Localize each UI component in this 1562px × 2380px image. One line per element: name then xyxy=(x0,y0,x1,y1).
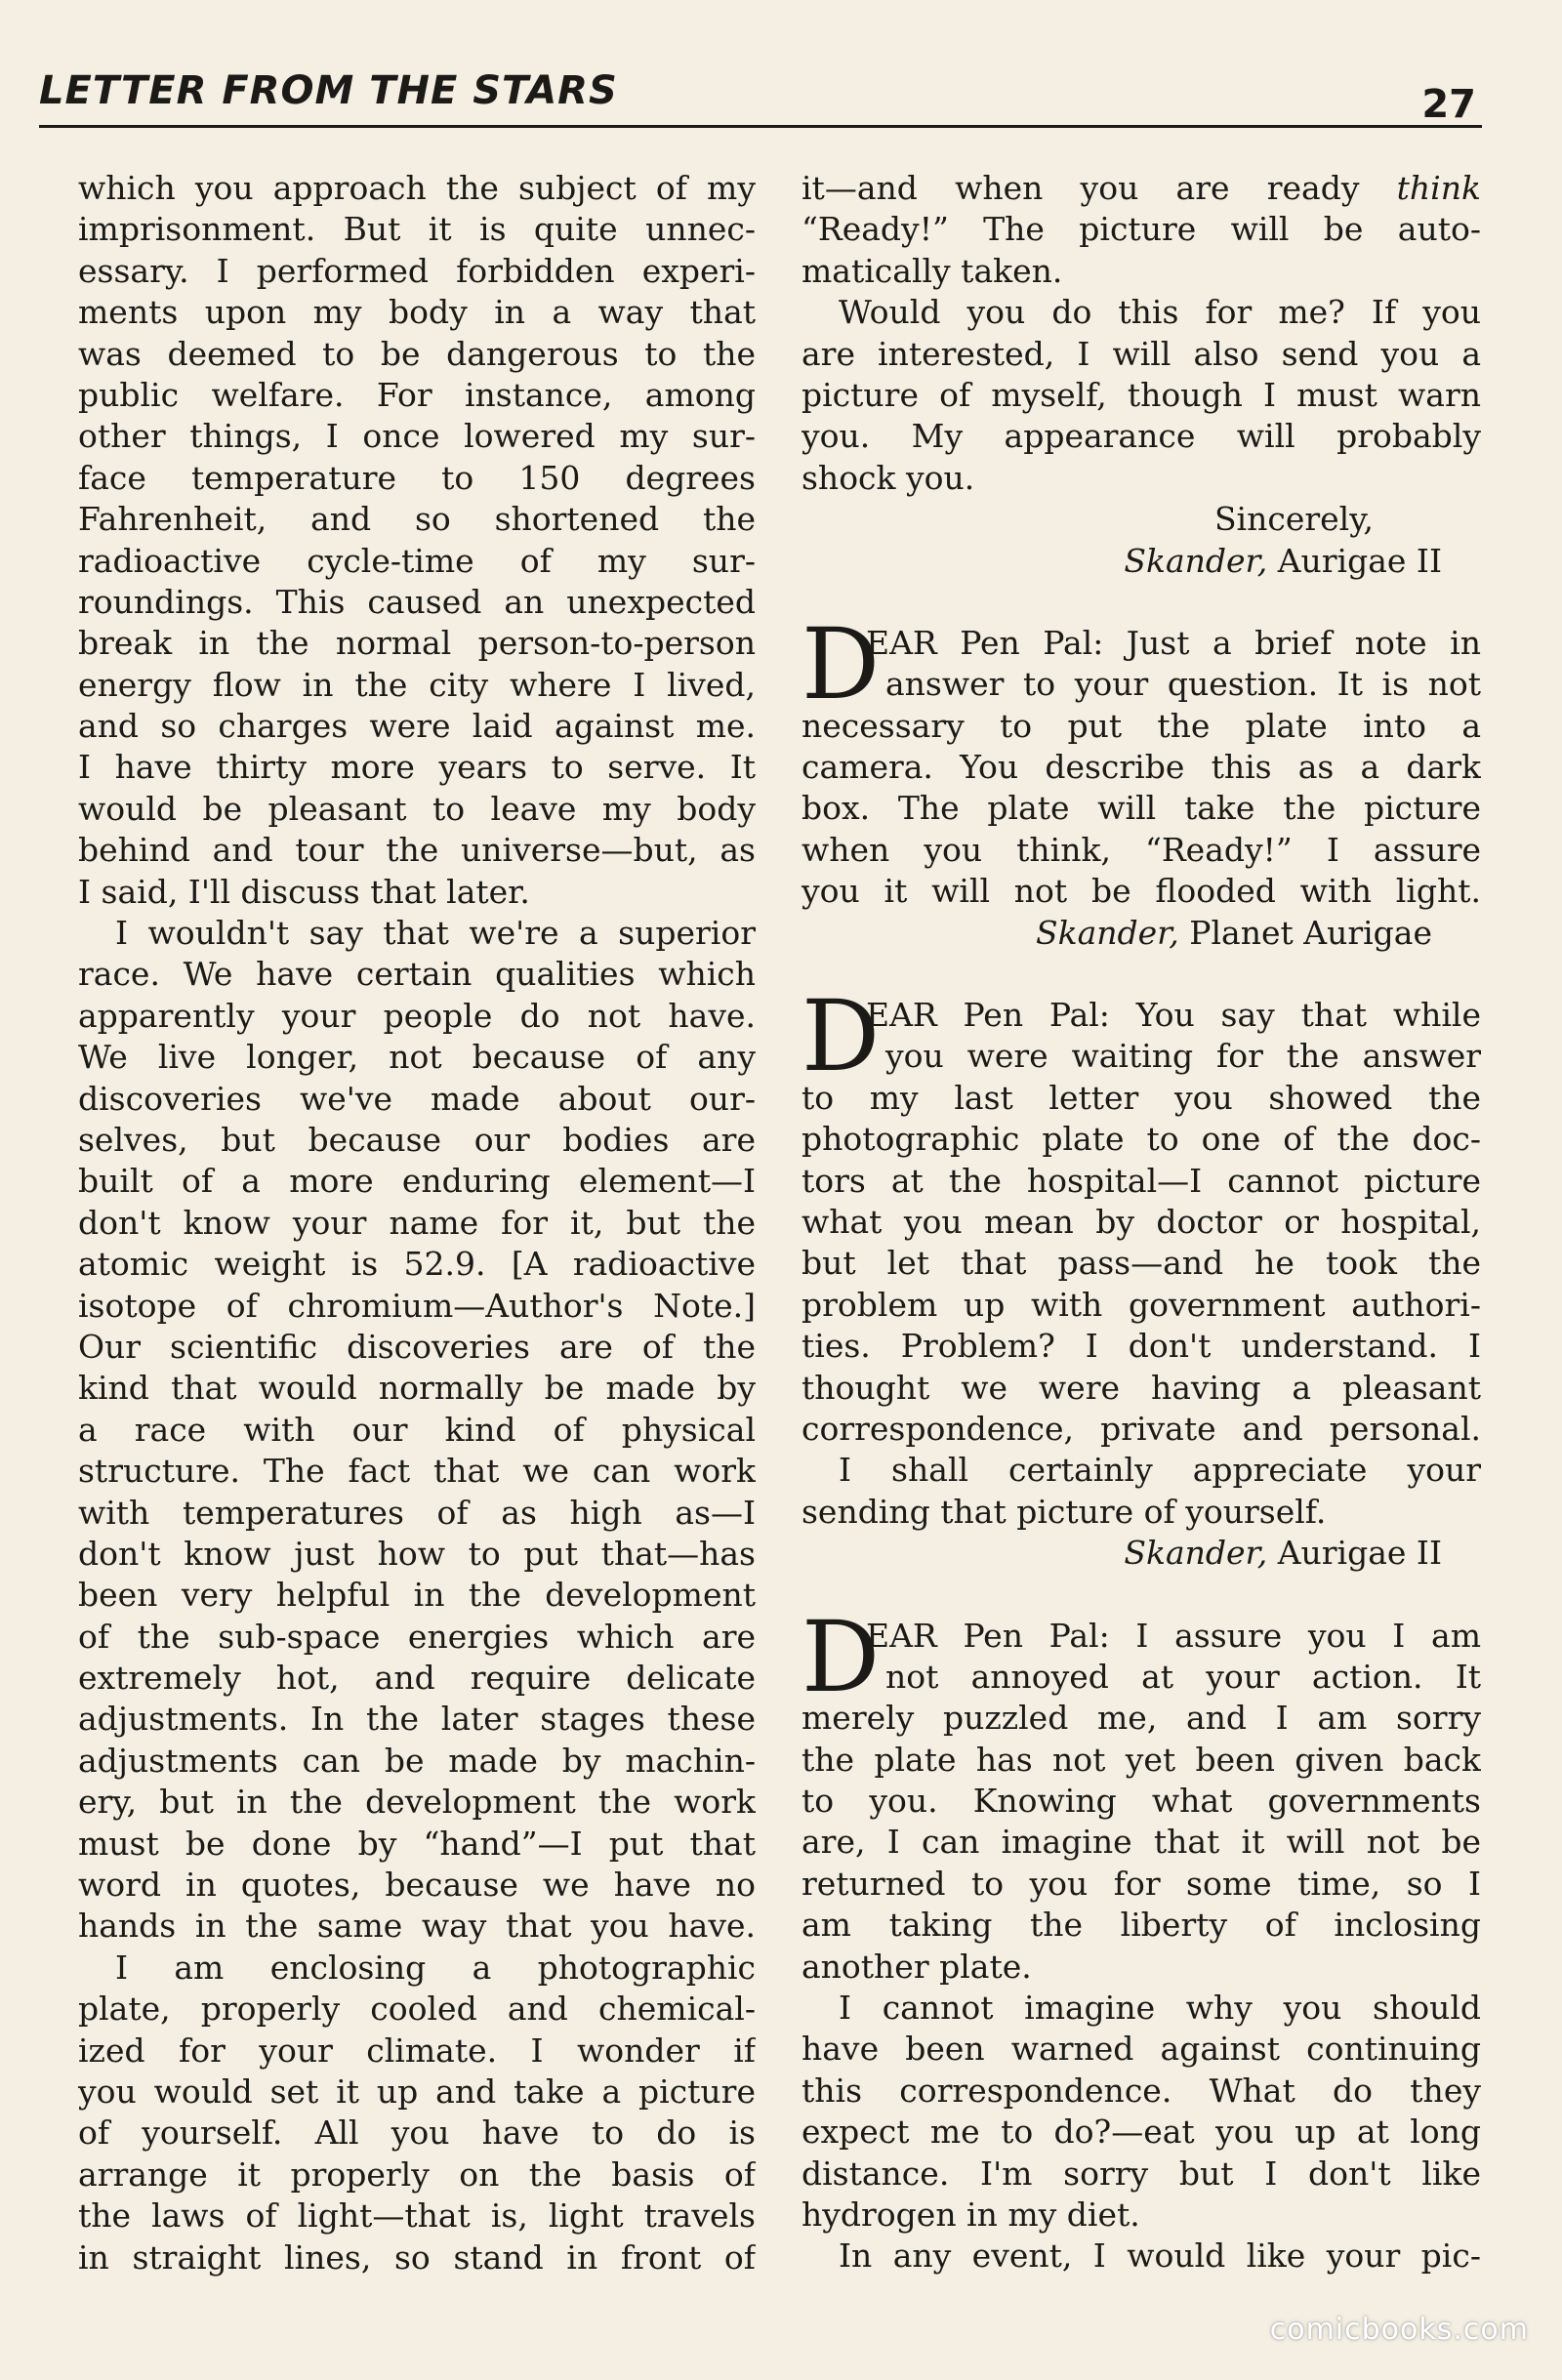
signature-name: Skander, xyxy=(1124,1534,1268,1573)
text-line: “Ready!” The picture will be auto- xyxy=(802,210,1481,249)
letter-spacer xyxy=(802,582,1481,623)
text-line: I said, I'll discuss that later. xyxy=(78,872,530,911)
text-line: returned to you for some time, so I xyxy=(802,1864,1481,1903)
text-line: ments upon my body in a way that xyxy=(78,293,756,332)
text-line: isotope of chromium—Author's Note.] xyxy=(78,1286,756,1325)
text-line: you would set it up and take a picture xyxy=(78,2072,756,2111)
text-line: in straight lines, so stand in front of xyxy=(78,2237,756,2277)
text-line: thought we were having a pleasant xyxy=(802,1368,1481,1407)
text-line: Would you do this for me? If you xyxy=(839,293,1481,332)
drop-cap: D xyxy=(802,606,881,721)
text-line: I am enclosing a photographic xyxy=(115,1948,756,1987)
text-line: are, I can imagine that it will not be xyxy=(802,1823,1481,1862)
text-line: EAR Pen Pal: Just a brief note in xyxy=(866,623,1481,662)
signature-place: Aurigae II xyxy=(1267,541,1442,580)
text-line: don't know just how to put that—has xyxy=(78,1534,756,1573)
letter-continuation xyxy=(802,168,1481,582)
text-line: structure. The fact that we can work xyxy=(78,1452,756,1491)
signature-place: Planet Aurigae xyxy=(1178,913,1432,952)
running-head xyxy=(39,68,1482,128)
text-line: other things, I once lowered my sur- xyxy=(78,417,756,456)
text-line: In any event, I would like your pic- xyxy=(839,2236,1481,2276)
text-line: kind that would normally be made by xyxy=(78,1369,756,1408)
emphasis-think: think xyxy=(1396,169,1481,207)
signature-name: Skander, xyxy=(1035,913,1179,952)
signature-name: Skander, xyxy=(1124,541,1268,580)
text-line: discoveries we've made about our- xyxy=(78,1079,756,1118)
text-line: but let that pass—and he took the xyxy=(802,1244,1481,1283)
text-line: imprisonment. But it is quite unnec- xyxy=(78,210,756,249)
text-line: and so charges were laid against me. xyxy=(78,707,756,746)
signature xyxy=(802,541,1481,582)
text-line: don't know your name for it, but the xyxy=(78,1203,756,1242)
text-line: Fahrenheit, and so shortened the xyxy=(78,500,756,539)
text-line: public welfare. For instance, among xyxy=(78,375,756,414)
text-line: you. My appearance will probably xyxy=(802,417,1481,456)
text-line: am taking the liberty of inclosing xyxy=(802,1906,1481,1945)
text-line: hands in the same way that you have. xyxy=(78,1907,756,1946)
signature xyxy=(802,1533,1481,1574)
text-line: roundings. This caused an unexpected xyxy=(78,582,756,621)
text-line: matically taken. xyxy=(802,251,1063,290)
text-line: photographic plate to one of the doc- xyxy=(802,1120,1481,1159)
letter-1 xyxy=(802,606,1481,954)
text-line: are interested, I will also send you a xyxy=(802,334,1481,373)
text-line: necessary to put the plate into a xyxy=(802,706,1481,745)
text-line: Our scientific discoveries are of the xyxy=(78,1327,756,1366)
text-line: radioactive cycle-time of my sur- xyxy=(78,541,756,580)
text-line: atomic weight is 52.9. [A radioactive xyxy=(78,1245,756,1284)
letter-closing: Sincerely, xyxy=(1213,500,1374,539)
text-line: it—and when you are ready think xyxy=(802,169,1481,207)
text-line: extremely hot, and require delicate xyxy=(78,1659,756,1698)
signature xyxy=(802,913,1481,954)
text-line: the laws of light—that is, light travels xyxy=(78,2196,756,2236)
text-line: expect me to do?—eat you up at long xyxy=(802,2113,1481,2152)
text-line: picture of myself, though I must warn xyxy=(802,375,1481,414)
text-line: selves, but because our bodies are xyxy=(78,1120,756,1159)
text-line: been very helpful in the development xyxy=(78,1576,756,1615)
text-line: to my last letter you showed the xyxy=(802,1078,1481,1117)
text-line: I shall certainly appreciate your xyxy=(839,1451,1481,1490)
running-title: LETTER FROM THE STARS xyxy=(39,68,618,113)
text-line: what you mean by doctor or hospital, xyxy=(802,1202,1481,1241)
text-line: with temperatures of as high as—I xyxy=(78,1493,756,1532)
text-line: a race with our kind of physical xyxy=(78,1410,756,1449)
text-line: correspondence, private and personal. xyxy=(802,1409,1481,1448)
text-line: built of a more enduring element—I xyxy=(78,1162,756,1201)
right-column xyxy=(802,168,1481,2277)
text-line: answer to your question. It is not xyxy=(885,665,1481,704)
text-line: We live longer, not because of any xyxy=(78,1038,756,1077)
text-line: which you approach the subject of my xyxy=(78,169,756,207)
drop-cap: D xyxy=(802,1599,881,1714)
text-line: merely puzzled me, and I am sorry xyxy=(802,1699,1481,1738)
text-line: shock you. xyxy=(802,458,975,497)
text-line: another plate. xyxy=(802,1947,1032,1986)
text-line: not annoyed at your action. It xyxy=(885,1657,1481,1696)
text-line: this correspondence. What do they xyxy=(802,2071,1481,2110)
text-line: EAR Pen Pal: I assure you I am xyxy=(866,1616,1481,1655)
text-line: distance. I'm sorry but I don't like xyxy=(802,2154,1481,2193)
text-line: ties. Problem? I don't understand. I xyxy=(802,1327,1481,1366)
text-line: of the sub-space energies which are xyxy=(78,1617,756,1656)
text-line: have been warned against continuing xyxy=(802,2030,1481,2069)
text-line: face temperature to 150 degrees xyxy=(78,458,756,497)
text-line: I wouldn't say that we're a superior xyxy=(115,914,756,953)
text-line: EAR Pen Pal: You say that while xyxy=(866,996,1481,1035)
text-line: word in quotes, because we have no xyxy=(78,1866,756,1905)
text-line: the plate has not yet been given back xyxy=(802,1740,1481,1779)
text-line: you were waiting for the answer xyxy=(885,1037,1481,1076)
text-line: must be done by “hand”—I put that xyxy=(78,1824,756,1863)
text-line: ery, but in the development the work xyxy=(78,1783,756,1822)
text-line: essary. I performed forbidden experi- xyxy=(78,251,756,290)
text-line: problem up with government authori- xyxy=(802,1285,1481,1324)
text-line: I cannot imagine why you should xyxy=(839,1989,1481,2028)
text-line: tors at the hospital—I cannot picture xyxy=(802,1161,1481,1200)
letter-spacer xyxy=(802,1575,1481,1616)
text-line: hydrogen in my diet. xyxy=(802,2195,1140,2234)
text-line: energy flow in the city where I lived, xyxy=(78,665,756,704)
text-line: arrange it properly on the basis of xyxy=(78,2154,756,2194)
text-line: was deemed to be dangerous to the xyxy=(78,334,756,373)
text-line: you it will not be flooded with light. xyxy=(802,872,1481,911)
letter-2 xyxy=(802,979,1481,1574)
letter-spacer xyxy=(802,954,1481,995)
text-line: ized for your climate. I wonder if xyxy=(78,2031,756,2070)
letter-3 xyxy=(802,1599,1481,2277)
text-line: adjustments. In the later stages these xyxy=(78,1700,756,1739)
text-line: camera. You describe this as a dark xyxy=(802,748,1481,787)
text-line: race. We have certain qualities which xyxy=(78,955,756,994)
site-watermark: comicbooks.com xyxy=(1269,2313,1529,2347)
signature-place: Aurigae II xyxy=(1267,1534,1442,1573)
page-number: 27 xyxy=(1421,82,1476,127)
left-column xyxy=(78,168,756,2278)
text-line: to you. Knowing what governments xyxy=(802,1782,1481,1821)
text-line: adjustments can be made by machin- xyxy=(78,1741,756,1780)
text-line: behind and tour the universe—but, as xyxy=(78,831,756,870)
drop-cap: D xyxy=(802,979,881,1094)
text-line: plate, properly cooled and chemical- xyxy=(78,1990,756,2029)
text-line: sending that picture of yourself. xyxy=(802,1492,1327,1531)
text-line: break in the normal person-to-person xyxy=(78,624,756,663)
text-line: box. The plate will take the picture xyxy=(802,789,1481,828)
text-line: I have thirty more years to serve. It xyxy=(78,748,756,787)
text-line: when you think, “Ready!” I assure xyxy=(802,830,1481,869)
text-line: of yourself. All you have to do is xyxy=(78,2113,756,2153)
text-line: would be pleasant to leave my body xyxy=(78,789,756,828)
text-line: apparently your people do not have. xyxy=(78,996,756,1035)
